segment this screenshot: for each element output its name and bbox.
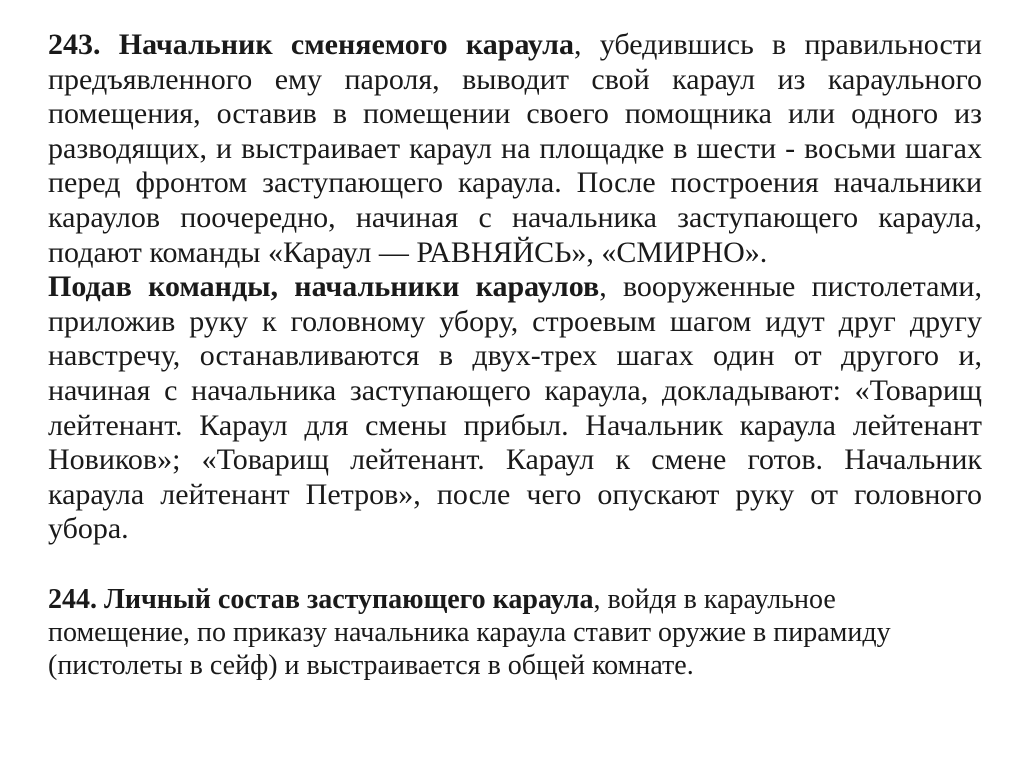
paragraph-243: [48, 28, 982, 547]
paragraph-243-text: , убедившись в правильности предъявленного ему пароля, выводит свой караул из караульного помещения, оставив в помещении своего помощника или одного из разводящих, и выстраивает караул на площадке в шести - восьми шагах перед фронтом заступающего караула. После построения начальники караулов поочередно, начиная с начальника заступающего караула, подают команды «Караул — РАВНЯЙСЬ», «СМИРНО».: [48, 28, 982, 269]
paragraph-243-heading: 243. Начальник сменяемого караула: [48, 28, 575, 61]
paragraph-243-subtext: , вооруженные пистолетами, приложив руку к головному убору, строевым шагом идут друг другу навстречу, останавливаются в двух-трех шагах один от другого и, начиная с начальника заступающего караула, докладывают: «Товарищ лейтенант. Караул для смены прибыл. Начальник караула лейтенант Новиков»; «Товарищ лейтенант. Караул к смене готов. Начальник караула лейтенант Петров», после чего опускают руку от головного убора.: [48, 270, 982, 546]
paragraph-244: [48, 583, 948, 682]
paragraph-243-subheading: Подав команды, начальники караулов: [48, 270, 600, 304]
paragraph-244-text: , войдя в караульное помещение, по приказу начальника караула ставит оружие в пирамиду (пистолеты в сейф) и выстраивается в общей комнате.: [48, 584, 891, 681]
paragraph-244-heading: 244. Личный состав заступающего караула: [48, 584, 594, 615]
